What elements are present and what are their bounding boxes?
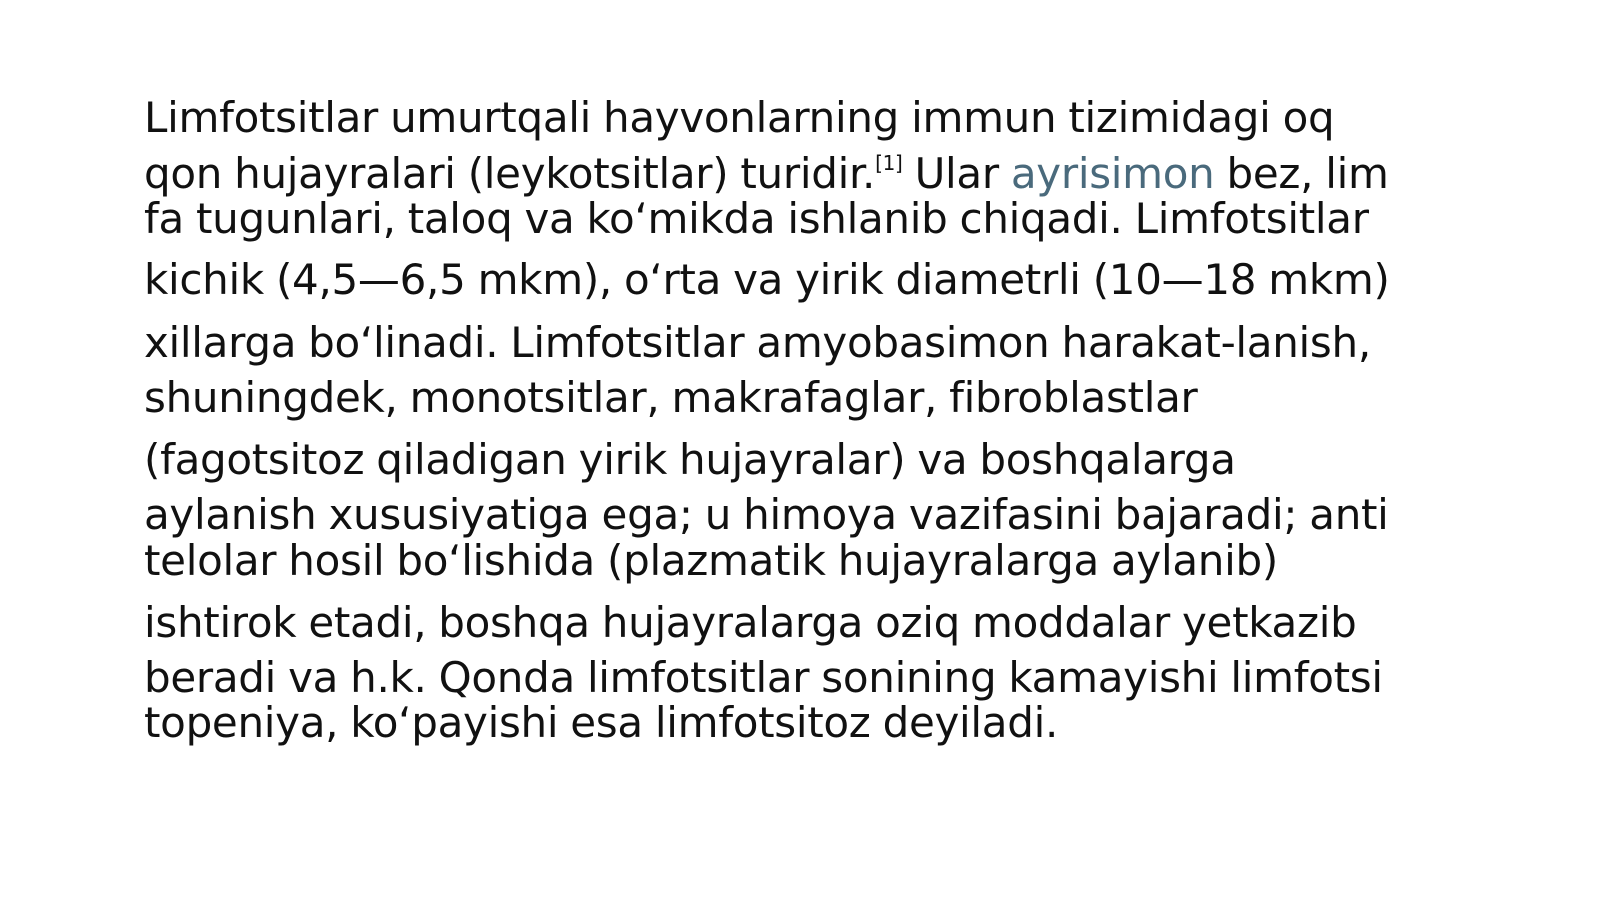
paragraph-line-11: beradi va h.k. Qonda limfotsitlar sonining kamayishi limfotsi [144,653,1383,702]
paragraph-line-7: (fagotsitoz qiladigan yirik hujayralar) va boshqalarga [144,435,1236,484]
citation-footnote-1[interactable]: [1] [875,151,903,175]
paragraph-line-5: xillarga boʻlinadi. Limfotsitlar amyobasimon harakat-lanish, [144,318,1371,367]
paragraph-line-2 [144,150,1389,198]
paragraph-line-8: aylanish xususiyatiga ega; u himoya vazifasini bajaradi; anti [144,490,1389,539]
paragraph-line-12: topeniya, koʻpayishi esa limfotsitoz deyiladi. [144,698,1058,747]
paragraph-line-10: ishtirok etadi, boshqa hujayralarga oziq moddalar yetkazib [144,598,1357,647]
line-2-text-end: bez, lim [1214,149,1389,198]
paragraph-line-1: Limfotsitlar umurtqali hayvonlarning immun tizimidagi oq [144,93,1335,142]
paragraph-line-9: telolar hosil boʻlishida (plazmatik hujayralarga aylanib) [144,536,1278,585]
paragraph-line-4: kichik (4,5—6,5 mkm), oʻrta va yirik diametrli (10—18 mkm) [144,255,1390,304]
line-2-text-mid: Ular [902,149,1011,198]
line-2-text-start: qon hujayralari (leykotsitlar) turidir. [144,149,876,198]
paragraph-line-3: fa tugunlari, taloq va koʻmikda ishlanib chiqadi. Limfotsitlar [144,194,1369,243]
paragraph-line-6: shuningdek, monotsitlar, makrafaglar, fibroblastlar [144,373,1198,422]
ayrisimon-link[interactable]: ayrisimon [1010,149,1215,198]
